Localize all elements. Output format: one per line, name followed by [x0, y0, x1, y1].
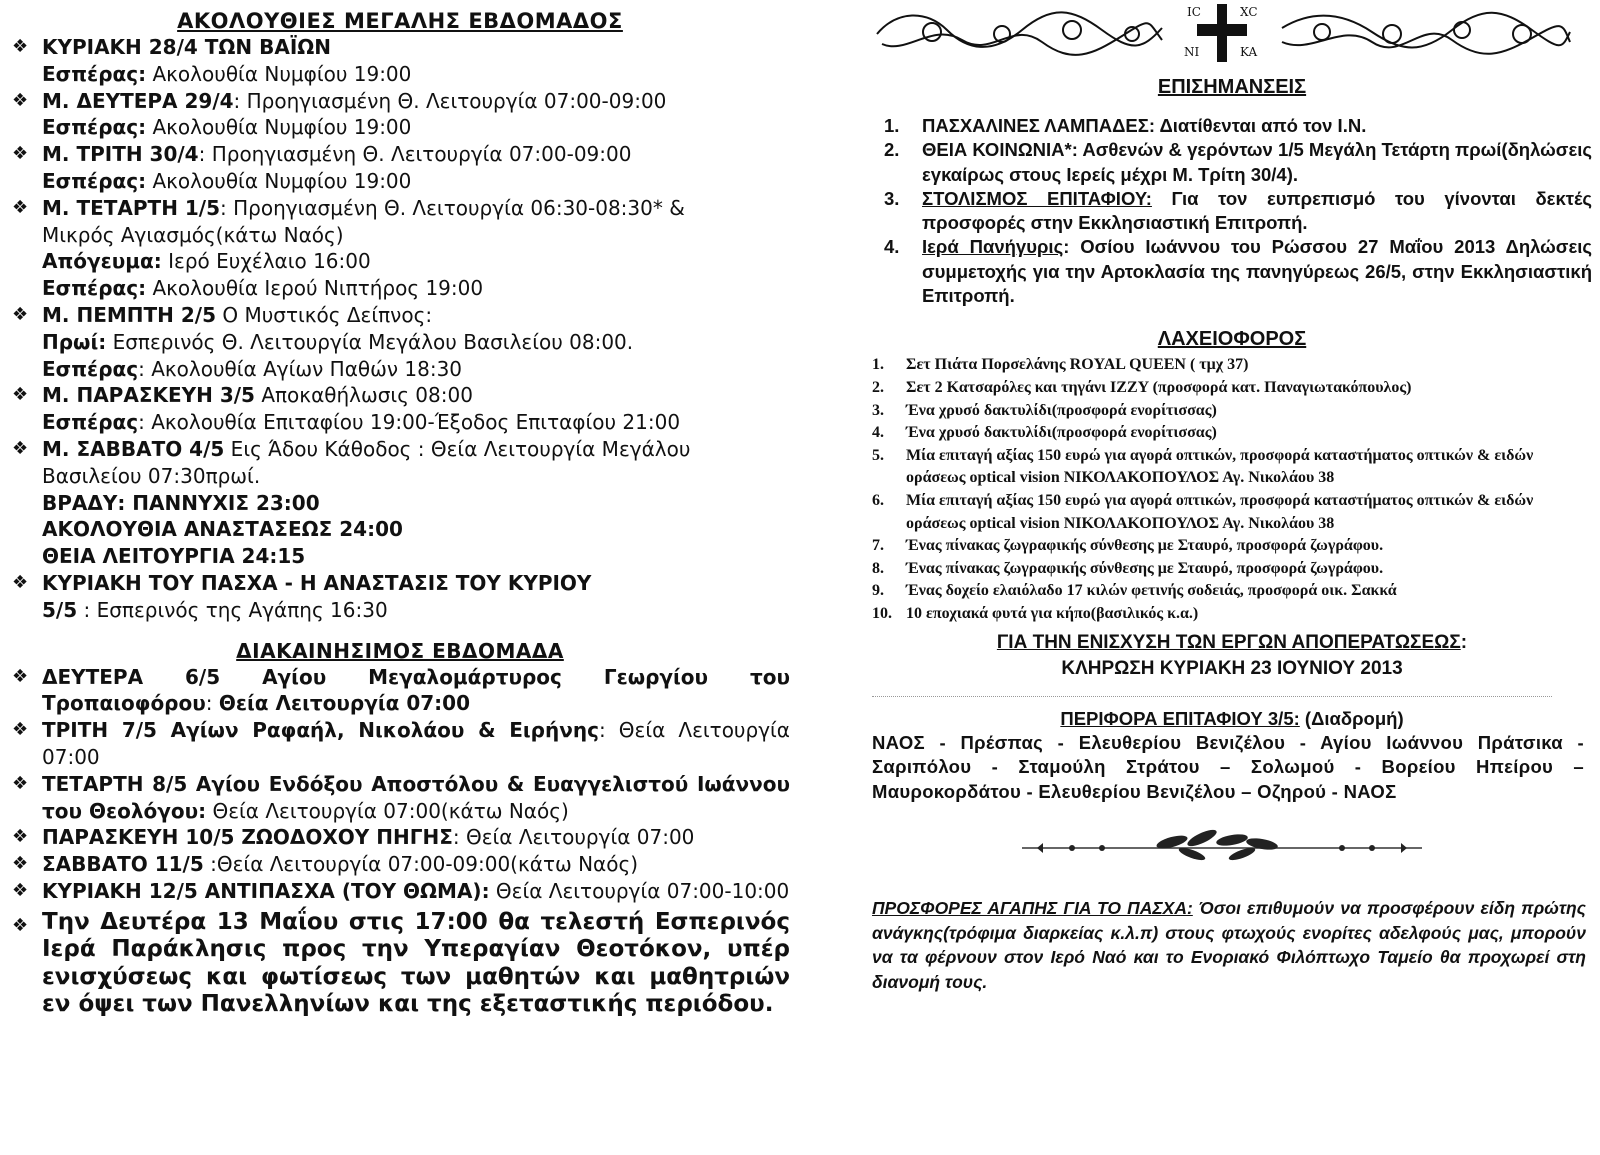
floral-divider-icon [872, 826, 1572, 866]
schedule-line [42, 195, 790, 222]
note-number: 4. [884, 236, 900, 258]
ornament-ic: IC [1187, 5, 1201, 19]
holy-week-list [10, 34, 790, 624]
route-title-rest: (Διαδρομή) [1299, 707, 1404, 729]
ornament-xc: XC [1240, 5, 1258, 19]
ornament-ni: NI [1184, 45, 1200, 59]
holy-week-item [10, 141, 790, 195]
bright-week-item [10, 771, 790, 825]
schedule-line [42, 356, 790, 383]
schedule-line [42, 61, 790, 88]
schedule-text: Εσπερινός Θ. Λειτουργία Μεγάλου Βασιλείου 08:00. [106, 329, 634, 354]
day-text: Θεία Λειτουργία 07:00-10:00 [489, 878, 790, 903]
schedule-text: Βασιλείου 07:30πρωί. [42, 463, 261, 488]
schedule-line [42, 436, 790, 463]
route-text: ΝΑΟΣ - Πρέσπας - Ελευθερίου Βενιζέλου - Αγίου Ιωάννου Πράτσικα - Σαριπόλου - Σταμούλη Στράτου – Σολωμού - Βορείου Ηπείρου – Μαυροκορδάτου - Ελευθερίου Βενιζέλου – Οζηρού - ΝΑΟΣ [872, 731, 1584, 802]
lottery-item [872, 603, 1592, 626]
note-underlined: ΣΤΟΛΙΣΜΟΣ ΕΠΙΤΑΦΙΟΥ: [922, 187, 1152, 209]
lottery-item [872, 580, 1592, 603]
schedule-text: : Ακολουθία Επιταφίου 19:00-Έξοδος Επιταφίου 21:00 [138, 410, 681, 435]
schedule-text: Ακολουθία Νυμφίου 19:00 [146, 168, 412, 193]
bullet-icon: ❖ [12, 89, 29, 111]
schedule-line [42, 168, 790, 195]
bullet-icon: ❖ [12, 437, 29, 459]
notes-list [872, 114, 1592, 308]
closing-item [10, 909, 790, 1019]
support-line1: ΓΙΑ ΤΗΝ ΕΝΙΣΧΥΣΗ ΤΩΝ ΕΡΓΩΝ ΑΠΟΠΕΡΑΤΩΣΕΩΣ [996, 631, 1461, 653]
lottery-item [872, 558, 1592, 581]
holy-week-item [10, 302, 790, 382]
lottery-number: 6. [872, 491, 884, 509]
day-text: : Θεία Λειτουργία 07:00 [42, 718, 790, 769]
schedule-line [42, 409, 790, 436]
bright-week-item [10, 664, 790, 718]
support-notice [872, 630, 1592, 682]
schedule-line [42, 516, 790, 543]
schedule-label: 5/5 [42, 597, 78, 622]
divider [872, 696, 1552, 699]
day-text: : Θεία Λειτουργία 07:00 [452, 825, 695, 850]
lottery-text: Ένα χρυσό δακτυλίδι(προσφορά ενορίτισσας) [906, 424, 1217, 442]
closing-text: Την Δευτέρα 13 Μαΐου στις 17:00 θα τελεστή Εσπερινός Ιερά Παράκλησις προς την Υπεραγίαν Θεοτόκον, υπέρ ενισχύσεως και φωτίσεως των μαθητών και μαθητριών εν όψει των Πανελληνίων και της εξεταστικής περιόδου. [42, 908, 790, 1018]
lottery-text: 10 εποχιακά φυτά για κήπο(βασιλικός κ.α.) [906, 604, 1199, 622]
schedule-text: Αποκαθήλωσις 08:00 [254, 383, 473, 408]
schedule-text: Εις Άδου Κάθοδος : Θεία Λειτουργία Μεγάλου [224, 436, 691, 461]
lottery-list [872, 354, 1592, 625]
right-column [872, 0, 1592, 994]
lottery-number: 9. [872, 582, 884, 600]
day-text: Θεία Λειτουργία 07:00(κάτω Ναός) [206, 798, 569, 823]
schedule-line [42, 543, 790, 570]
holy-week-item [10, 34, 790, 88]
schedule-text: : Προηγιασμένη Θ. Λειτουργία 06:30-08:30* & [220, 195, 685, 220]
schedule-text: Ο Μυστικός Δείπνος: [215, 302, 433, 327]
schedule-line [42, 141, 790, 168]
schedule-text: Ακολουθία Νυμφίου 19:00 [146, 115, 412, 140]
schedule-label: Μ. ΣΑΒΒΑΤΟ 4/5 [42, 436, 225, 461]
note-item [884, 114, 1592, 138]
schedule-line [42, 114, 790, 141]
schedule-label: Πρωί: [42, 329, 107, 354]
bullet-icon: ❖ [12, 879, 29, 901]
schedule-label: Μ. ΠΕΜΠΤΗ 2/5 [42, 302, 216, 327]
bullet-icon: ❖ [12, 196, 29, 218]
holy-week-item [10, 382, 790, 436]
notes-title: ΕΠΙΣΗΜΑΝΣΕΙΣ [1157, 76, 1307, 98]
schedule-text: : Εσπερινός της Αγάπης 16:30 [77, 597, 388, 622]
schedule-text: Ιερό Ευχέλαιο 16:00 [161, 249, 371, 274]
lottery-text: Ένας πίνακας ζωγραφικής σύνθεσης με Σταυρό, προσφορά ζωγράφου. [906, 559, 1384, 577]
ornament-ka: KA [1240, 45, 1258, 59]
schedule-text: Μικρός Αγιασμός(κάτω Ναός) [42, 222, 344, 247]
schedule-line [42, 34, 790, 61]
day-label: ΣΑΒΒΑΤΟ 11/5 [42, 852, 204, 877]
schedule-line [42, 275, 790, 302]
schedule-label: Εσπέρας [42, 410, 139, 435]
lottery-number: 5. [872, 446, 884, 464]
note-text: ΘΕΙΑ ΚΟΙΝΩΝΙΑ*: Ασθενών & γερόντων 1/5 Μεγάλη Τετάρτη πρωί(δηλώσεις εγκαίρως στους Ιερείς μέχρι Μ. Τρίτη 30/4). [922, 139, 1592, 185]
schedule-label: ΚΥΡΙΑΚΗ 28/4 ΤΩΝ ΒΑΪΩΝ [42, 35, 332, 59]
offer-title: ΠΡΟΣΦΟΡΕΣ ΑΓΑΠΗΣ ΓΙΑ ΤΟ ΠΑΣΧΑ: [872, 898, 1193, 918]
lottery-text: Μία επιταγή αξίας 150 ευρώ για αγορά οπτικών, προσφορά καταστήματος οπτικών & ειδών οράσεως optical vision ΝΙΚΟΛΑΚΟΠΟΥΛΟΣ Αγ. Νικολάου 38 [906, 491, 1534, 532]
bullet-icon: ❖ [12, 719, 29, 741]
closing-list [10, 909, 790, 1019]
lottery-number: 4. [872, 424, 884, 442]
lottery-item [872, 535, 1592, 558]
schedule-line [42, 570, 790, 597]
schedule-line [42, 490, 790, 517]
lottery-text: Ένας δοχείο ελαιόλαδο 17 κιλών φετινής σοδειάς, προσφορά οικ. Σακκά [906, 582, 1397, 600]
schedule-label: ΚΥΡΙΑΚΗ ΤΟΥ ΠΑΣΧΑ - Η ΑΝΑΣΤΑΣΙΣ ΤΟΥ ΚΥΡΙΟΥ [42, 570, 592, 595]
support-colon: : [1460, 631, 1468, 653]
schedule-label: Μ. ΤΕΤΑΡΤΗ 1/5 [42, 195, 221, 220]
schedule-text: : Προηγιασμένη Θ. Λειτουργία 07:00-09:00 [198, 142, 632, 167]
schedule-line [42, 329, 790, 356]
schedule-text: : Ακολουθία Αγίων Παθών 18:30 [138, 356, 463, 381]
lottery-item [872, 422, 1592, 445]
left-column [10, 0, 790, 1019]
bullet-icon: ❖ [12, 826, 29, 848]
lottery-number: 3. [872, 401, 884, 419]
lottery-number: 1. [872, 356, 884, 374]
schedule-line [42, 222, 790, 249]
bright-week-item [10, 824, 790, 851]
day-label: ΔΕΥΤΕΡΑ 6/5 Αγίου Μεγαλομάρτυρος Γεωργίου του Τροπαιοφόρου [42, 664, 790, 716]
support-line2: ΚΛΗΡΩΣΗ ΚΥΡΙΑΚΗ 23 ΙΟΥΝΙΟΥ 2013 [1061, 657, 1403, 679]
bullet-icon: ❖ [12, 853, 29, 875]
schedule-label: ΑΚΟΛΟΥΘΙΑ ΑΝΑΣΤΑΣΕΩΣ 24:00 [42, 517, 403, 542]
note-underlined: Ιερά Πανήγυρις [922, 236, 1064, 258]
lottery-number: 8. [872, 559, 884, 577]
offer-text [872, 896, 1586, 994]
holy-week-title: ΑΚΟΛΟΥΘΙΕΣ ΜΕΓΑΛΗΣ ΕΒΔΟΜΑΔΟΣ [177, 9, 623, 33]
note-number: 3. [884, 187, 900, 209]
holy-week-item [10, 436, 790, 570]
day-label: ΤΕΤΑΡΤΗ 8/5 Αγίου Ενδόξου Αποστόλου & Ευαγγελιστού Ιωάννου του Θεολόγου: [42, 771, 790, 823]
note-text: Για τον ευπρεπισμό του γίνονται δεκτές προσφορές στην Εκκλησιαστική Επιτροπή. [922, 187, 1592, 234]
offer-body: Όσοι επιθυμούν να προσφέρουν είδη πρώτης ανάγκης(τρόφιμα διαρκείας κ.λ.π) στους φτωχούς ενορίτες αδελφούς μας, μπορούν να τα φέρνουν στον Ιερό Ναό και το Ενοριακό Φιλόπτωχο Ταμείο θα προχωρεί στη διανομή τους. [872, 898, 1586, 992]
schedule-label: ΒΡΑΔΥ: ΠΑΝΝΥΧΙΣ 23:00 [42, 490, 320, 515]
holy-week-item [10, 195, 790, 302]
lottery-title: ΛΑΧΕΙΟΦΟΡΟΣ [1157, 328, 1307, 351]
note-text: : Οσίου Ιωάννου του Ρώσσου 27 Μαΐου 2013 Δηλώσεις συμμετοχής για την Αρτοκλασία της πανηγύρεως 26/5, στην Εκκλησιαστική Επιτροπή. [922, 236, 1593, 307]
lottery-item [872, 490, 1592, 535]
schedule-label: Εσπέρας: [42, 61, 147, 86]
bright-week-item [10, 851, 790, 878]
lottery-item [872, 400, 1592, 423]
day-label: ΤΡΙΤΗ 7/5 Αγίων Ραφαήλ, Νικολάου & Ειρήνης [42, 718, 599, 743]
schedule-label: Απόγευμα: [42, 249, 162, 274]
bullet-icon: ❖ [12, 303, 29, 325]
day-text: :Θεία Λειτουργία 07:00-09:00(κάτω Ναός) [203, 852, 639, 877]
bright-week-title: ΔΙΑΚΑΙΝΗΣΙΜΟΣ ΕΒΔΟΜΑΔΑ [236, 638, 564, 663]
schedule-label: Μ. ΤΡΙΤΗ 30/4 [42, 142, 199, 167]
note-item [884, 138, 1592, 187]
bullet-icon: ❖ [12, 384, 29, 406]
schedule-line [42, 463, 790, 490]
route-title-underlined: ΠΕΡΙΦΟΡΑ ΕΠΙΤΑΦΙΟΥ 3/5: [1060, 707, 1300, 729]
schedule-label: ΘΕΙΑ ΛΕΙΤΟΥΡΓΙΑ 24:15 [42, 544, 306, 569]
note-number: 1. [884, 115, 900, 136]
schedule-line [42, 248, 790, 275]
lottery-number: 7. [872, 537, 884, 555]
holy-week-item [10, 570, 790, 624]
schedule-line [42, 597, 790, 624]
schedule-label: Εσπέρας: [42, 276, 147, 301]
lottery-text: Μία επιταγή αξίας 150 ευρώ για αγορά οπτικών, προσφορά καταστήματος οπτικών & ειδών οράσεως optical vision ΝΙΚΟΛΑΚΟΠΟΥΛΟΣ Αγ. Νικολάου 38 [906, 446, 1534, 487]
bright-week-list [10, 664, 790, 905]
schedule-label: Μ. ΔΕΥΤΕΡΑ 29/4 [42, 88, 234, 113]
bright-week-item [10, 717, 790, 771]
schedule-text: Ακολουθία Νυμφίου 19:00 [146, 61, 412, 86]
byzantine-ornament-icon [872, 0, 1572, 64]
schedule-label: Μ. ΠΑΡΑΣΚΕΥΗ 3/5 [42, 383, 255, 408]
schedule-label: Εσπέρας [42, 356, 139, 381]
note-item [884, 235, 1592, 308]
holy-week-item [10, 88, 790, 142]
bright-week-item [10, 878, 790, 905]
schedule-text: Ακολουθία Ιερού Νιπτήρος 19:00 [146, 276, 484, 301]
note-item [884, 187, 1592, 236]
day-text: : [205, 691, 219, 716]
schedule-text: : Προηγιασμένη Θ. Λειτουργία 07:00-09:00 [233, 88, 667, 113]
schedule-line [42, 88, 790, 115]
bullet-icon: ❖ [12, 36, 29, 57]
route-title [872, 707, 1592, 731]
note-number: 2. [884, 139, 900, 161]
day-label: ΠΑΡΑΣΚΕΥΗ 10/5 ΖΩΟΔΟΧΟΥ ΠΗΓΗΣ [42, 825, 453, 850]
lottery-text: Σετ Πιάτα Πορσελάνης ROYAL QUEEN ( τμχ 37) [906, 356, 1249, 374]
bullet-icon: ❖ [12, 571, 29, 593]
note-text: ΠΑΣΧΑΛΙΝΕΣ ΛΑΜΠΑΔΕΣ: Διατίθενται από τον Ι.Ν. [922, 115, 1367, 136]
bullet-icon: ❖ [12, 914, 29, 936]
lottery-item [872, 354, 1592, 377]
schedule-label: Εσπέρας: [42, 168, 147, 193]
lottery-text: Ένα χρυσό δακτυλίδι(προσφορά ενορίτισσας) [906, 401, 1217, 419]
bullet-icon: ❖ [12, 143, 29, 165]
lottery-item [872, 445, 1592, 490]
lottery-text: Ένας πίνακας ζωγραφικής σύνθεσης με Σταυρό, προσφορά ζωγράφου. [906, 537, 1384, 555]
day-label-2: Θεία Λειτουργία 07:00 [218, 691, 471, 716]
schedule-line [42, 382, 790, 409]
schedule-label: Εσπέρας: [42, 115, 147, 140]
bullet-icon: ❖ [12, 772, 29, 794]
lottery-number: 2. [872, 378, 884, 396]
schedule-line [42, 302, 790, 329]
lottery-item [872, 377, 1592, 400]
day-label: ΚΥΡΙΑΚΗ 12/5 ΑΝΤΙΠΑΣΧΑ (ΤΟΥ ΘΩΜΑ): [42, 878, 490, 903]
lottery-number: 10. [872, 604, 892, 622]
bullet-icon: ❖ [12, 665, 29, 687]
lottery-text: Σετ 2 Κατσαρόλες και τηγάνι IZZY (προσφορά κατ. Παναγιωτακόπουλος) [906, 378, 1412, 396]
